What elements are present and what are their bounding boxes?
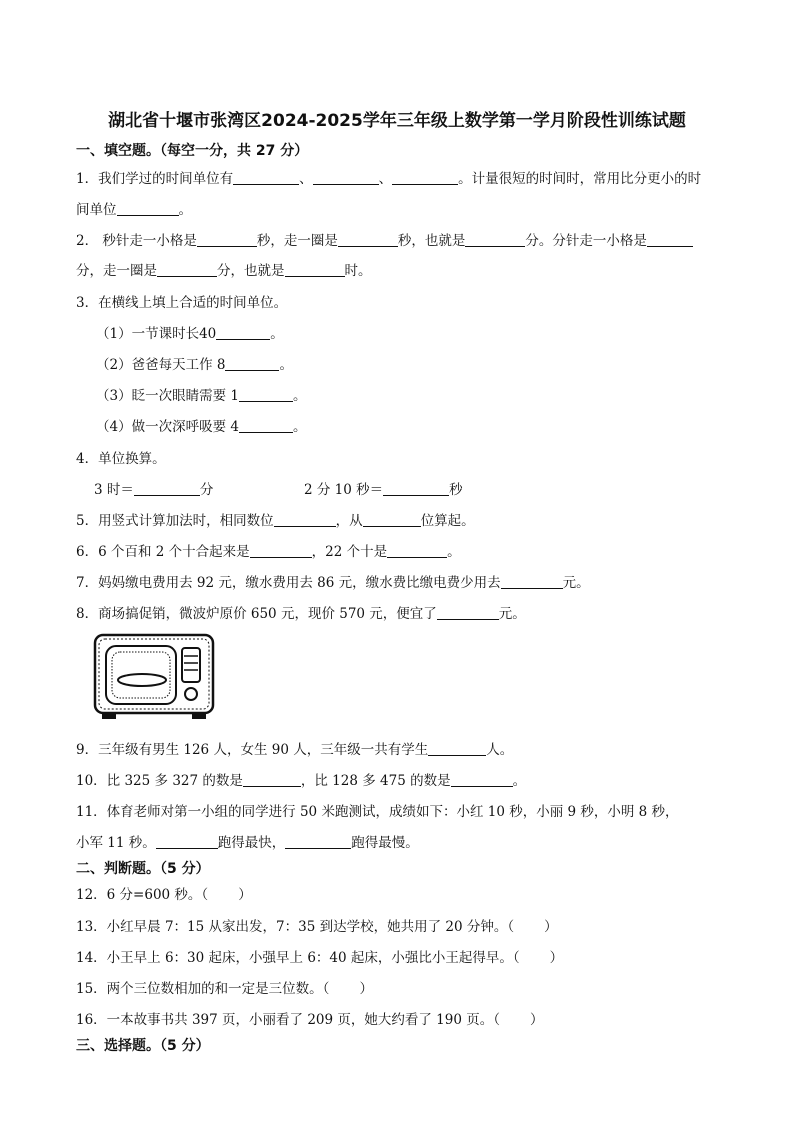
blank[interactable] bbox=[225, 356, 279, 371]
blank[interactable] bbox=[437, 605, 499, 620]
question-9: 9．三年级有男生 126 人，女生 90 人，三年级一共有学生 人。 bbox=[76, 742, 514, 758]
blank[interactable] bbox=[239, 418, 293, 433]
question-10: 10．比 325 多 327 的数是 ，比 128 多 475 的数是 。 bbox=[76, 773, 527, 789]
question-3-item-3: （3）眨一次眼睛需要 1 。 bbox=[96, 388, 307, 404]
question-11-line-1: 11．体育老师对第一小组的同学进行 50 米跑测试，成绩如下：小红 10 秒，小丽 9 秒，小明 8 秒， bbox=[76, 804, 679, 820]
question-6: 6．6 个百和 2 个十合起来是 ，22 个十是 。 bbox=[76, 544, 461, 560]
blank[interactable] bbox=[501, 574, 563, 589]
question-13: 13．小红早晨 7：15 从家出发，7：35 到达学校，她共用了 20 分钟。（ ） bbox=[76, 919, 558, 935]
blank[interactable] bbox=[197, 232, 257, 247]
blank[interactable] bbox=[465, 232, 525, 247]
question-4-conversion-2: 2 分 10 秒＝ 秒 bbox=[304, 482, 463, 498]
section-fill-in: 一、填空题。（每空一分，共 27 分） bbox=[76, 143, 309, 159]
blank[interactable] bbox=[313, 170, 379, 185]
blank[interactable] bbox=[243, 772, 301, 787]
question-3-item-1: （1）一节课时长40 。 bbox=[96, 326, 284, 342]
blank[interactable] bbox=[387, 543, 447, 558]
blank[interactable] bbox=[156, 834, 218, 849]
question-8: 8．商场搞促销，微波炉原价 650 元，现价 570 元，便宜了 元。 bbox=[76, 606, 526, 622]
microwave-icon bbox=[92, 632, 217, 722]
question-3-item-4: （4）做一次深呼吸要 4 。 bbox=[96, 419, 307, 435]
blank[interactable] bbox=[285, 834, 351, 849]
blank[interactable] bbox=[363, 512, 421, 527]
question-11-line-2: 小军 11 秒。 跑得最快， 跑得最慢。 bbox=[76, 835, 419, 851]
question-2-line-2: 分，走一圈是 分，也就是 时。 bbox=[76, 263, 372, 279]
blank[interactable] bbox=[392, 170, 458, 185]
page-title: 湖北省十堰市张湾区2024-2025学年三年级上数学第一学月阶段性训练试题 bbox=[108, 111, 686, 131]
blank[interactable] bbox=[428, 741, 486, 756]
question-3-stem: 3．在横线上填上合适的时间单位。 bbox=[76, 295, 288, 311]
question-3-item-2: （2）爸爸每天工作 8 。 bbox=[96, 357, 293, 373]
question-1-line-1: 1．我们学过的时间单位有 、 、 。计量很短的时间时，常用比分更小的时 bbox=[76, 171, 702, 187]
section-true-false: 二、判断题。（5 分） bbox=[76, 861, 210, 877]
question-2-line-1: 2． 秒针走一小格是 秒，走一圈是 秒，也就是 分。分针走一小格是 bbox=[76, 229, 693, 249]
question-1-line-2: 间单位 。 bbox=[76, 202, 192, 218]
blank[interactable] bbox=[216, 325, 270, 340]
blank[interactable] bbox=[383, 481, 449, 496]
section-multiple-choice: 三、选择题。（5 分） bbox=[76, 1038, 210, 1054]
blank[interactable] bbox=[239, 387, 293, 402]
blank[interactable] bbox=[338, 232, 398, 247]
blank[interactable] bbox=[233, 170, 299, 185]
question-7: 7．妈妈缴电费用去 92 元，缴水费用去 86 元，缴水费比缴电费少用去 元。 bbox=[76, 575, 590, 591]
blank[interactable] bbox=[117, 201, 179, 216]
question-15: 15．两个三位数相加的和一定是三位数。（ ） bbox=[76, 981, 373, 997]
question-12: 12．6 分=600 秒。（ ） bbox=[76, 887, 252, 903]
blank[interactable] bbox=[451, 772, 513, 787]
question-14: 14．小王早上 6：30 起床，小强早上 6：40 起床，小强比小王起得早。（ ） bbox=[76, 950, 564, 966]
question-4-stem: 4．单位换算。 bbox=[76, 451, 166, 467]
question-4-conversion-1: 3 时＝ 分 bbox=[94, 482, 214, 498]
blank[interactable] bbox=[274, 512, 336, 527]
blank[interactable] bbox=[285, 262, 345, 277]
blank[interactable] bbox=[647, 232, 693, 247]
question-16: 16．一本故事书共 397 页，小丽看了 209 页，她大约看了 190 页。（ ） bbox=[76, 1012, 544, 1028]
question-5: 5．用竖式计算加法时，相同数位 ，从 位算起。 bbox=[76, 513, 475, 529]
blank[interactable] bbox=[157, 262, 217, 277]
blank[interactable] bbox=[134, 481, 200, 496]
blank[interactable] bbox=[250, 543, 312, 558]
